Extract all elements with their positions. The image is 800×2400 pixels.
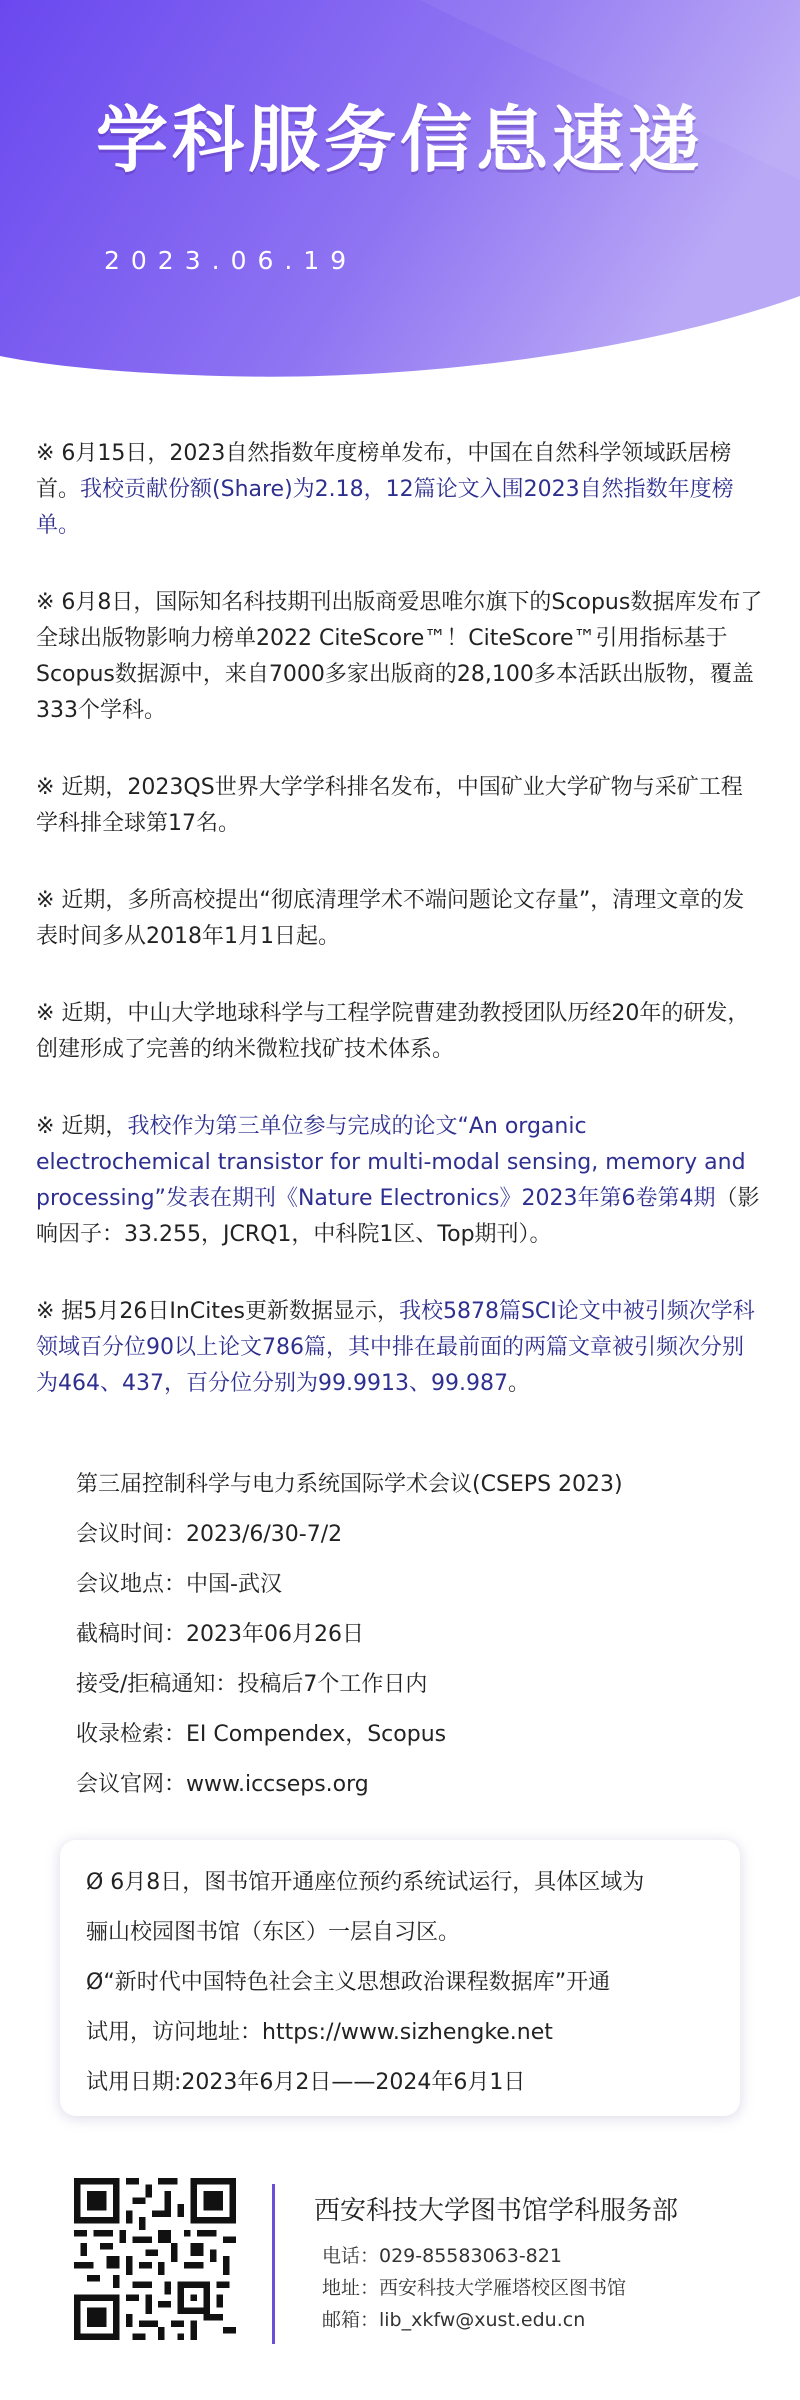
contact-address: 地址：西安科技大学雁塔校区图书馆	[322, 2277, 627, 2299]
header-banner	[0, 0, 800, 390]
library-notice-card	[60, 1840, 740, 2116]
news-item: ※ 6月15日，2023自然指数年度榜单发布，中国在自然科学领域跃居榜首。我校贡献份额(Share)为2.18，12篇论文入围2023自然指数年度榜单。	[36, 441, 734, 538]
divider	[272, 2184, 275, 2344]
notice-line: 试用，访问地址：https://www.sizhengke.net	[86, 2020, 553, 2045]
qr-code-icon	[74, 2178, 236, 2340]
footer	[0, 2160, 800, 2400]
conference-time: 会议时间：2023/6/30-7/2	[76, 1522, 343, 1547]
contact-email: 邮箱：lib_xkfw@xust.edu.cn	[322, 2309, 586, 2331]
news-list	[36, 436, 764, 1443]
banner-background	[0, 0, 800, 390]
conference-site: 会议官网：www.iccseps.org	[76, 1772, 369, 1797]
news-item: ※ 据5月26日InCites更新数据显示，我校5878篇SCI论文中被引频次学科领域百分位90以上论文786篇，其中排在最前面的两篇文章被引频次分别为464、437，百分位分别为99.9913、99.987。	[36, 1299, 755, 1396]
conference-place: 会议地点：中国-武汉	[76, 1572, 282, 1597]
news-item: ※ 近期，我校作为第三单位参与完成的论文“An organic electrochemical transistor for multi-modal sensing, memory and processing”发表在期刊《Nature Electronics》2023年第6卷第4期（影响因子：33.255，JCRQ1，中科院1区、Top期刊）。	[36, 1114, 760, 1247]
page-title: 学科服务信息速递	[95, 98, 704, 182]
conference-index: 收录检索：EI Compendex，Scopus	[76, 1722, 447, 1747]
news-item: ※ 近期，2023QS世界大学学科排名发布，中国矿业大学矿物与采矿工程学科排全球第17名。	[36, 775, 743, 836]
notice-line: Ø 6月8日，图书馆开通座位预约系统试运行，具体区域为	[86, 1870, 645, 1895]
notice-line: 试用日期:2023年6月2日——2024年6月1日	[86, 2070, 526, 2095]
news-item: ※ 6月8日，国际知名科技期刊出版商爱思唯尔旗下的Scopus数据库发布了全球出版物影响力榜单2022 CiteScore™！CiteScore™引用指标基于Scopus数据源中，来自7000多家出版商的28,100多本活跃出版物，覆盖333个学科。	[36, 590, 763, 723]
news-item: ※ 近期，中山大学地球科学与工程学院曹建劲教授团队历经20年的研发，创建形成了完善的纳米微粒找矿技术体系。	[36, 1001, 750, 1062]
news-item: ※ 近期，多所高校提出“彻底清理学术不端问题论文存量”，清理文章的发表时间多从2018年1月1日起。	[36, 888, 745, 949]
conference-info	[76, 1472, 736, 1822]
contact-phone: 电话：029-85583063-821	[322, 2245, 562, 2267]
contact-info	[322, 2240, 626, 2336]
notice-line: Ø“新时代中国特色社会主义思想政治课程数据库”开通	[86, 1970, 611, 1995]
conference-notify: 接受/拒稿通知：投稿后7个工作日内	[76, 1672, 428, 1697]
issue-date: 2023.06.19	[104, 246, 358, 275]
conference-title: 第三届控制科学与电力系统国际学术会议(CSEPS 2023)	[76, 1472, 623, 1497]
organization-name: 西安科技大学图书馆学科服务部	[314, 2196, 679, 2226]
notice-line: 骊山校园图书馆（东区）一层自习区。	[86, 1920, 461, 1945]
conference-deadline: 截稿时间：2023年06月26日	[76, 1622, 364, 1647]
